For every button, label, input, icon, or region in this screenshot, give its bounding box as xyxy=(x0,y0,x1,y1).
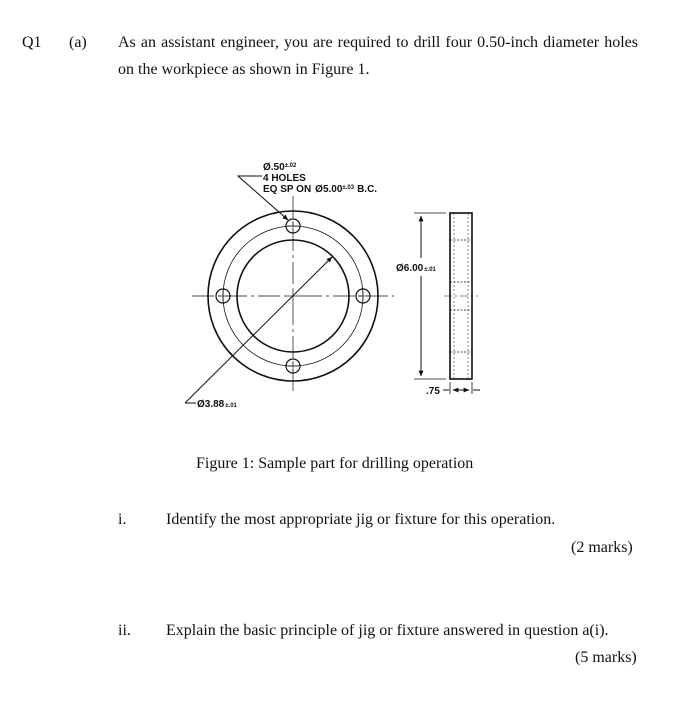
hole-top xyxy=(286,219,300,233)
question-number: Q1 xyxy=(22,34,42,51)
callout-holes: 4 HOLES xyxy=(263,173,306,184)
question-part: (a) xyxy=(69,34,87,51)
question-intro-line1: As an assistant engineer, you are required to drill four 0.50-inch diameter holes xyxy=(118,34,638,51)
side-view xyxy=(414,213,480,394)
front-view xyxy=(192,196,394,392)
subquestion-1-text: Identify the most appropriate jig or fixture for this operation. xyxy=(166,511,556,528)
question-intro-line2: on the workpiece as shown in Figure 1. xyxy=(118,61,370,78)
figure-caption: Figure 1: Sample part for drilling operation xyxy=(196,455,474,472)
hole-right xyxy=(356,289,370,303)
subquestion-1-number: i. xyxy=(118,511,127,528)
subquestion-2-number: ii. xyxy=(118,622,131,639)
outer-dia-label: Ø6.00±.01 xyxy=(396,263,436,274)
subquestion-2-text: Explain the basic principle of jig or fixture answered in question a(i). xyxy=(166,622,609,639)
callout-hole-dia: $Ø.50^{\pm.02}$ xyxy=(263,162,297,173)
thickness-label: .75 xyxy=(426,386,440,397)
hole-bottom xyxy=(286,359,300,373)
hole-left xyxy=(216,289,230,303)
inner-dia-leader xyxy=(185,257,332,403)
subquestion-1-marks: (2 marks) xyxy=(571,539,633,556)
inner-dia-label: Ø3.88±.01 xyxy=(197,399,237,410)
callout-eqsp: EQ SP ON $Ø5.00^{\pm.03}$ B.C. xyxy=(263,184,378,195)
subquestion-2-marks: (5 marks) xyxy=(575,649,637,666)
